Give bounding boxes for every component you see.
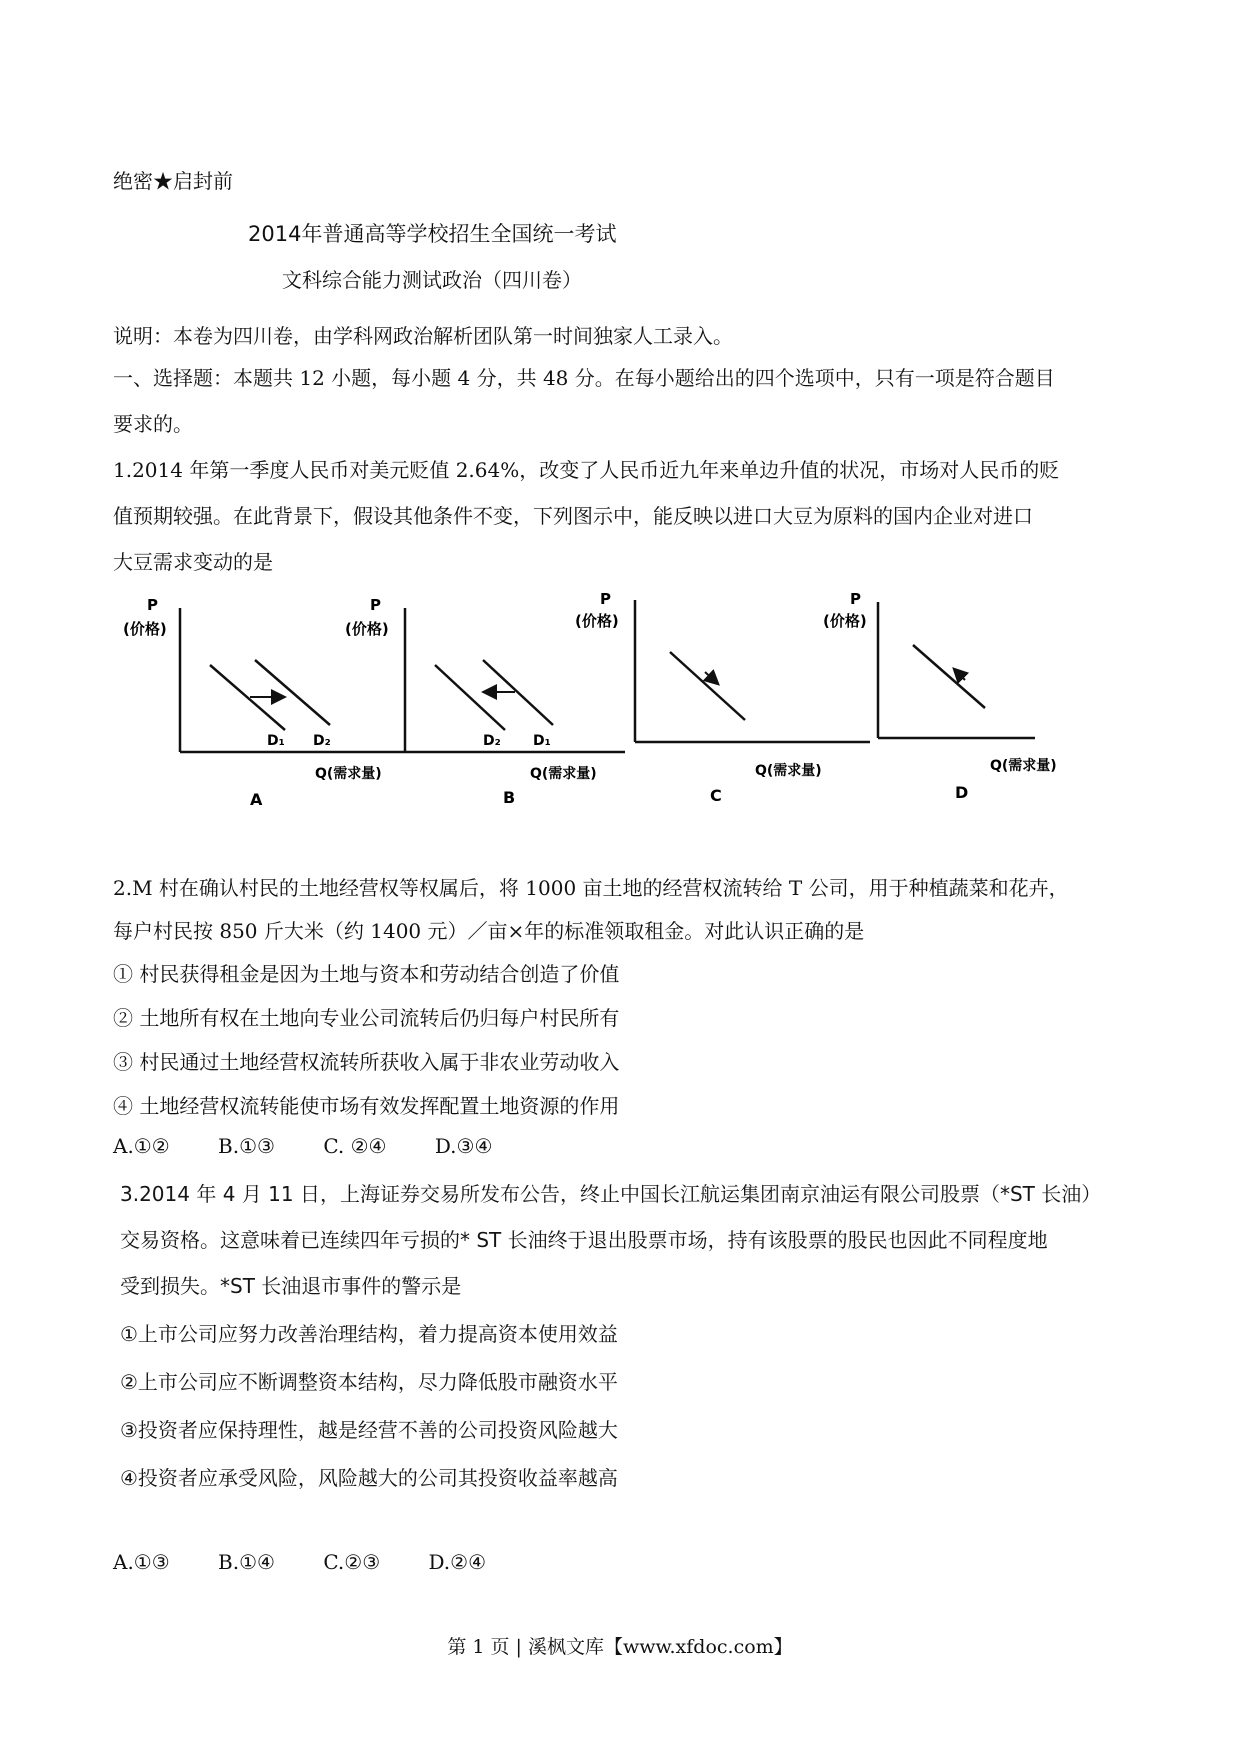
graph-b-d2-label: D₂ [483, 733, 501, 749]
q2-choice-a: A.①② [113, 1134, 170, 1158]
q2-option-1: ① 村民获得租金是因为土地与资本和劳动结合创造了价值 [113, 962, 620, 986]
section-instruction: 一、选择题：本题共 12 小题，每小题 4 分，共 48 分。在每小题给出的四个选项中，只有一项是符合题目 [113, 366, 1055, 390]
graph-a-d2-label: D₂ [313, 733, 331, 749]
section-instruction-cont: 要求的。 [113, 412, 193, 436]
q2-choice-c: C. ②④ [323, 1134, 387, 1158]
q2-option-2: ② 土地所有权在土地向专业公司流转后仍归每户村民所有 [113, 1006, 620, 1030]
q3-text-line1: 3.2014 年 4 月 11 日，上海证券交易所发布公告，终止中国长江航运集团南京油运有限公司股票（*ST 长油） [120, 1182, 1102, 1206]
exam-subtitle: 文科综合能力测试政治（四川卷） [282, 268, 582, 292]
q2-option-4: ④ 土地经营权流转能使市场有效发挥配置土地资源的作用 [113, 1094, 620, 1118]
q1-graphs-figure [105, 590, 1135, 820]
q3-choice-a: A.①③ [113, 1550, 170, 1574]
q1-text-line2: 值预期较强。在此背景下，假设其他条件不变，下列图示中，能反映以进口大豆为原料的国内企业对进口 [113, 504, 1033, 528]
graph-a-p-label: P [147, 596, 158, 614]
q1-text-line3: 大豆需求变动的是 [113, 550, 273, 574]
exam-title: 2014年普通高等学校招生全国统一考试 [248, 222, 617, 246]
graph-d-letter: D [955, 783, 969, 802]
q2-text-line1: 2.M 村在确认村民的土地经营权等权属后，将 1000 亩土地的经营权流转给 T 公司，用于种植蔬菜和花卉， [113, 876, 1069, 900]
q2-choice-b: B.①③ [218, 1134, 275, 1158]
q3-text-line2: 交易资格。这意味着已连续四年亏损的* ST 长油终于退出股票市场，持有该股票的股民也因此不同程度地 [120, 1228, 1048, 1252]
graph-d-p-label: P [850, 590, 861, 608]
graph-c-p-label: P [600, 590, 611, 608]
secret-mark: 绝密★启封前 [113, 169, 233, 193]
intro-note: 说明：本卷为四川卷，由学科网政治解析团队第一时间独家人工录入。 [113, 324, 733, 348]
graph-b-q-label: Q(需求量) [530, 766, 597, 782]
graph-c-q-label: Q(需求量) [755, 763, 822, 779]
q3-choice-d: D.②④ [428, 1550, 487, 1574]
graph-a-q-label: Q(需求量) [315, 766, 382, 782]
q3-option-1: ①上市公司应努力改善治理结构，着力提高资本使用效益 [120, 1322, 618, 1346]
graph-b-p-label: P [370, 596, 381, 614]
graph-c-price-label: (价格) [575, 612, 619, 630]
q3-option-2: ②上市公司应不断调整资本结构，尽力降低股市融资水平 [120, 1370, 618, 1394]
q3-option-4: ④投资者应承受风险，风险越大的公司其投资收益率越高 [120, 1466, 618, 1490]
graph-a-letter: A [250, 790, 263, 809]
q3-text-line3: 受到损失。*ST 长油退市事件的警示是 [120, 1274, 462, 1298]
q2-option-3: ③ 村民通过土地经营权流转所获收入属于非农业劳动收入 [113, 1050, 620, 1074]
graph-b-d1-label: D₁ [533, 733, 551, 749]
page-footer: 第 1 页 | 溪枫文库【www.xfdoc.com】 [447, 1636, 793, 1658]
q3-choice-c: C.②③ [323, 1550, 381, 1574]
graph-b-letter: B [503, 788, 516, 807]
graph-b-price-label: (价格) [345, 620, 389, 638]
q2-choice-d: D.③④ [434, 1134, 493, 1158]
graph-d-q-label: Q(需求量) [990, 758, 1057, 774]
graph-c-letter: C [710, 786, 722, 805]
q3-choice-b: B.①④ [218, 1550, 275, 1574]
q3-answer-choices [113, 1550, 528, 1574]
graph-d [823, 590, 1057, 802]
q3-option-3: ③投资者应保持理性，越是经营不善的公司投资风险越大 [120, 1418, 618, 1442]
graph-a-price-label: (价格) [123, 620, 167, 638]
q1-text-line1: 1.2014 年第一季度人民币对美元贬值 2.64%，改变了人民币近九年来单边升值的状况，市场对人民币的贬 [113, 458, 1060, 482]
q2-answer-choices [113, 1134, 534, 1158]
q2-text-line2: 每户村民按 850 斤大米（约 1400 元）／亩×年的标准领取租金。对此认识正确的是 [113, 919, 865, 943]
graph-a-d1-label: D₁ [267, 733, 285, 749]
graph-d-price-label: (价格) [823, 612, 867, 630]
